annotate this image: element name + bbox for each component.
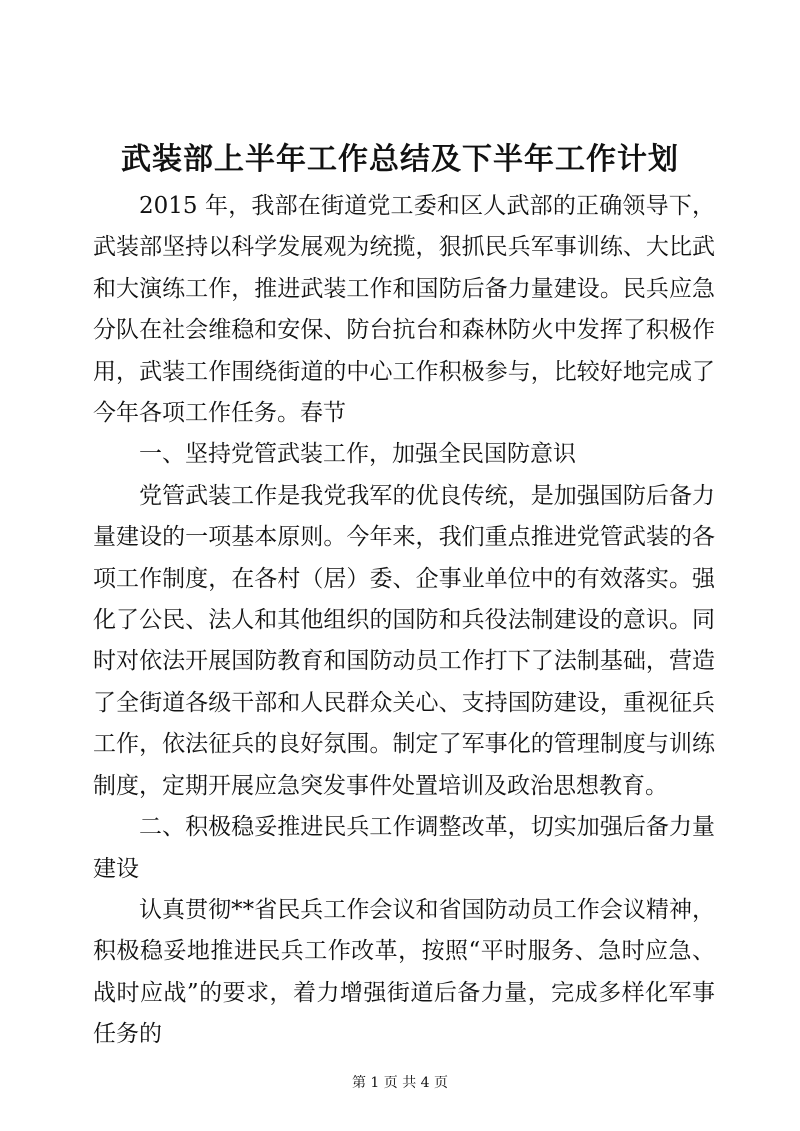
section-paragraph-1: 党管武装工作是我党我军的优良传统，是加强国防后备力量建设的一项基本原则。今年来，我们重点推进党管武装的各项工作制度，在各村（居）委、企事业单位中的有效落实。强化了公民、法人和其他组织的国防和兵役法制建设的意识。同时对依法开展国防教育和国防动员工作打下了法制基础，营造了全街道各级干部和人民群众关心、支持国防建设，重视征兵工作，依法征兵的良好氛围。制定了军事化的管理制度与训练制度，定期开展应急突发事件处置培训及政治思想教育。 xyxy=(93,482,715,799)
section-heading-1: 一、坚持党管武装工作，加强全民国防意识 xyxy=(139,441,576,468)
intro-paragraph: 2015 年，我部在街道党工委和区人武部的正确领导下，武装部坚持以科学发展观为统揽，狠抓民兵军事训练、大比武和大演练工作，推进武装工作和国防后备力量建设。民兵应急分队在社会维稳和安保、防台抗台和森林防火中发挥了积极作用，武装工作围绕街道的中心工作积极参与，比较好地完成了今年各项工作任务。春节 xyxy=(93,193,715,427)
document-body xyxy=(93,186,715,1056)
section-heading-2: 二、积极稳妥推进民兵工作调整改革，切实加强后备力量建设 xyxy=(93,814,715,882)
page-number-footer: 第 1 页 共 4 页 xyxy=(351,1075,449,1091)
document-title: 武装部上半年工作总结及下半年工作计划 xyxy=(121,142,679,177)
section-paragraph-2: 认真贯彻**省民兵工作会议和省国防动员工作会议精神，积极稳妥地推进民兵工作改革，按照“平时服务、急时应急、战时应战”的要求，着力增强街道后备力量，完成多样化军事任务的 xyxy=(93,896,715,1048)
